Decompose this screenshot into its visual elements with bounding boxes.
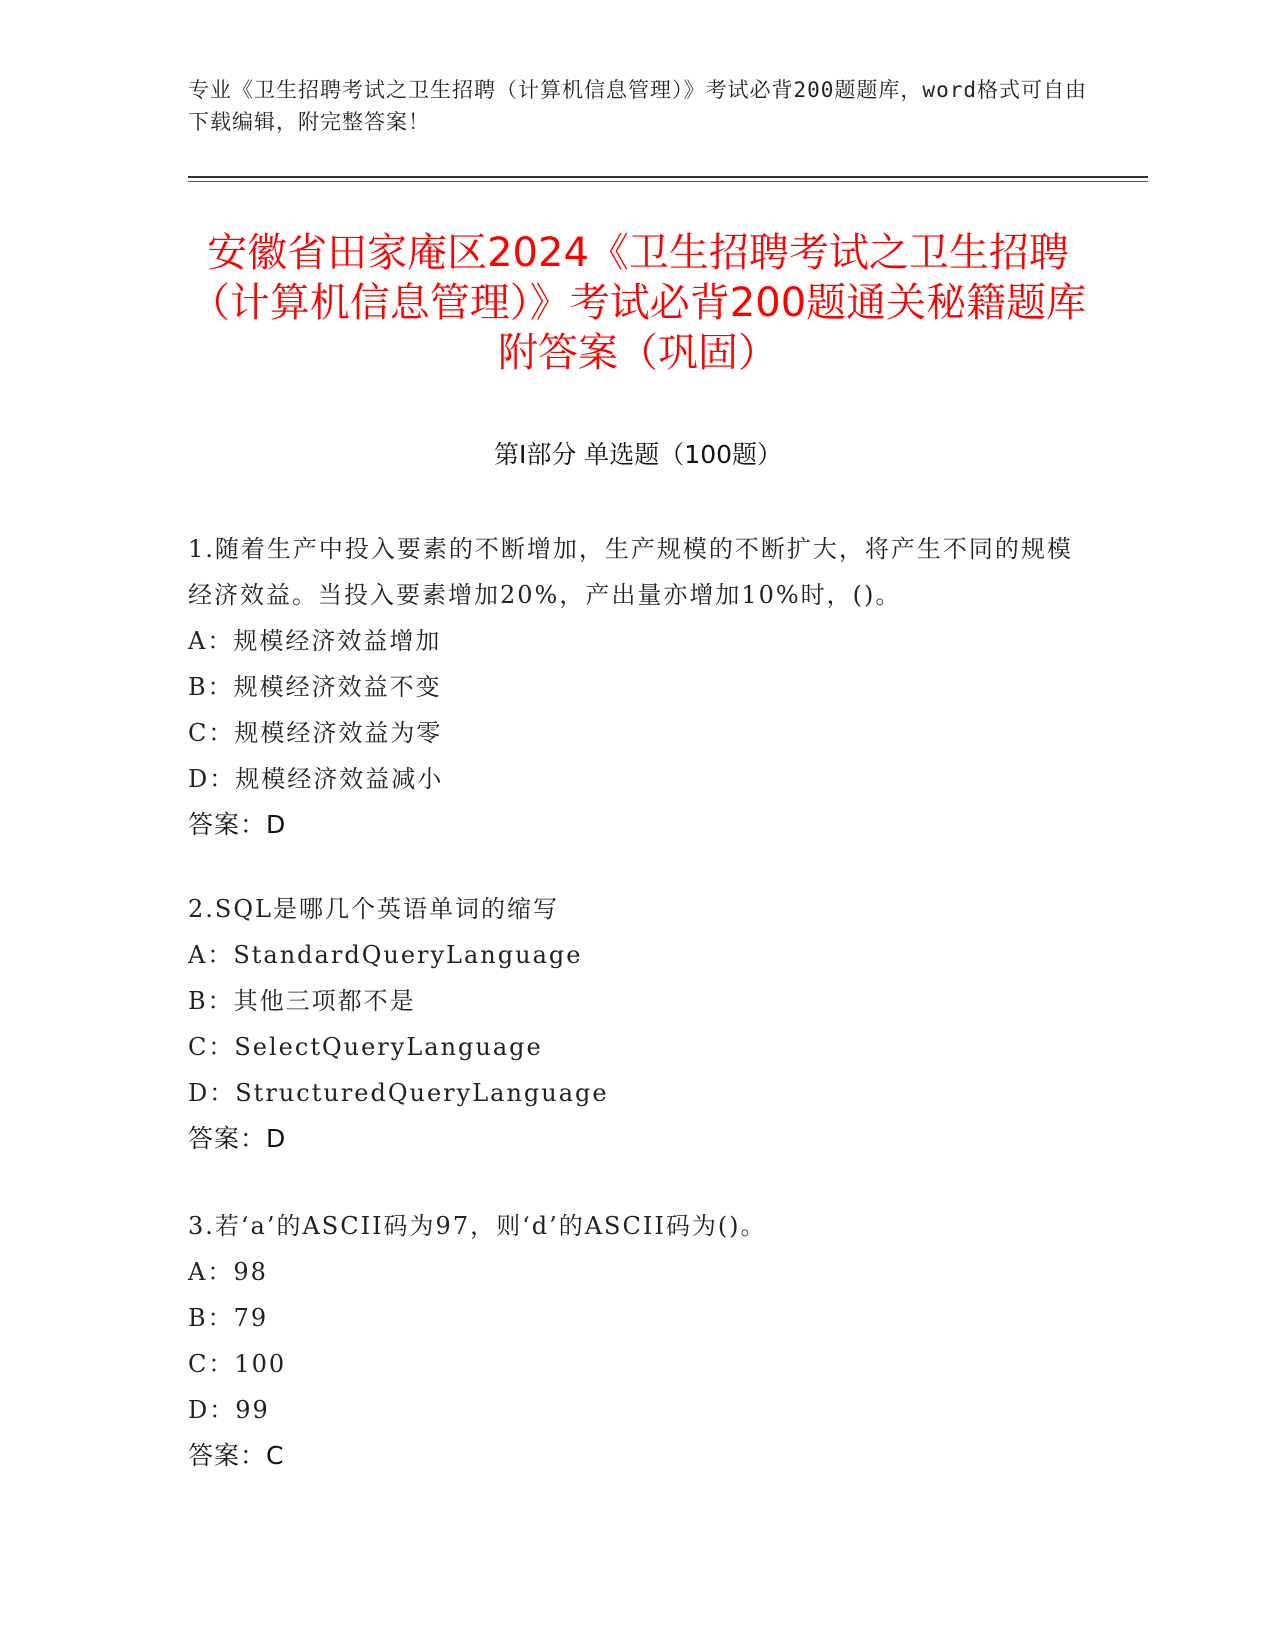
answer: 答案：D: [188, 810, 287, 839]
section-heading: 第Ⅰ部分 单选题（100题）: [493, 440, 783, 469]
question-stem: 3.若‘a’的ASCII码为97，则‘d’的ASCII码为()。: [188, 1212, 767, 1240]
option-a: A：StandardQueryLanguage: [188, 941, 583, 969]
option-b: B：79: [188, 1304, 269, 1332]
header-note: 专业《卫生招聘考试之卫生招聘（计算机信息管理）》考试必背200题题库，word格式可自由下载编辑，附完整答案！: [188, 78, 1087, 134]
option-c: C：规模经济效益为零: [188, 719, 443, 747]
option-c: C：100: [188, 1350, 287, 1378]
option-b: B：规模经济效益不变: [188, 673, 442, 701]
question-stem: 1.随着生产中投入要素的不断增加，生产规模的不断扩大，将产生不同的规模经济效益。当投入要素增加20%，产出量亦增加10%时，()。: [188, 535, 1073, 609]
option-d: D：规模经济效益减小: [188, 765, 444, 793]
question-3: [188, 1203, 1088, 1479]
document-title: 安徽省田家庵区2024《卫生招聘考试之卫生招聘（计算机信息管理）》考试必背200题通关秘籍题库附答案（巩固）: [189, 230, 1087, 376]
question-2: [188, 886, 1088, 1162]
answer: 答案：C: [188, 1441, 285, 1470]
option-c: C：SelectQueryLanguage: [188, 1033, 543, 1061]
option-d: D：99: [188, 1396, 270, 1424]
question-stem: 2.SQL是哪几个英语单词的缩写: [188, 895, 559, 923]
question-1: [188, 526, 1088, 848]
header-divider-thin: [188, 181, 1148, 182]
option-d: D：StructuredQueryLanguage: [188, 1079, 609, 1107]
option-b: B：其他三项都不是: [188, 987, 416, 1015]
option-a: A：规模经济效益增加: [188, 627, 442, 655]
header-divider: [188, 176, 1148, 178]
answer: 答案：D: [188, 1124, 287, 1153]
option-a: A：98: [188, 1258, 268, 1286]
